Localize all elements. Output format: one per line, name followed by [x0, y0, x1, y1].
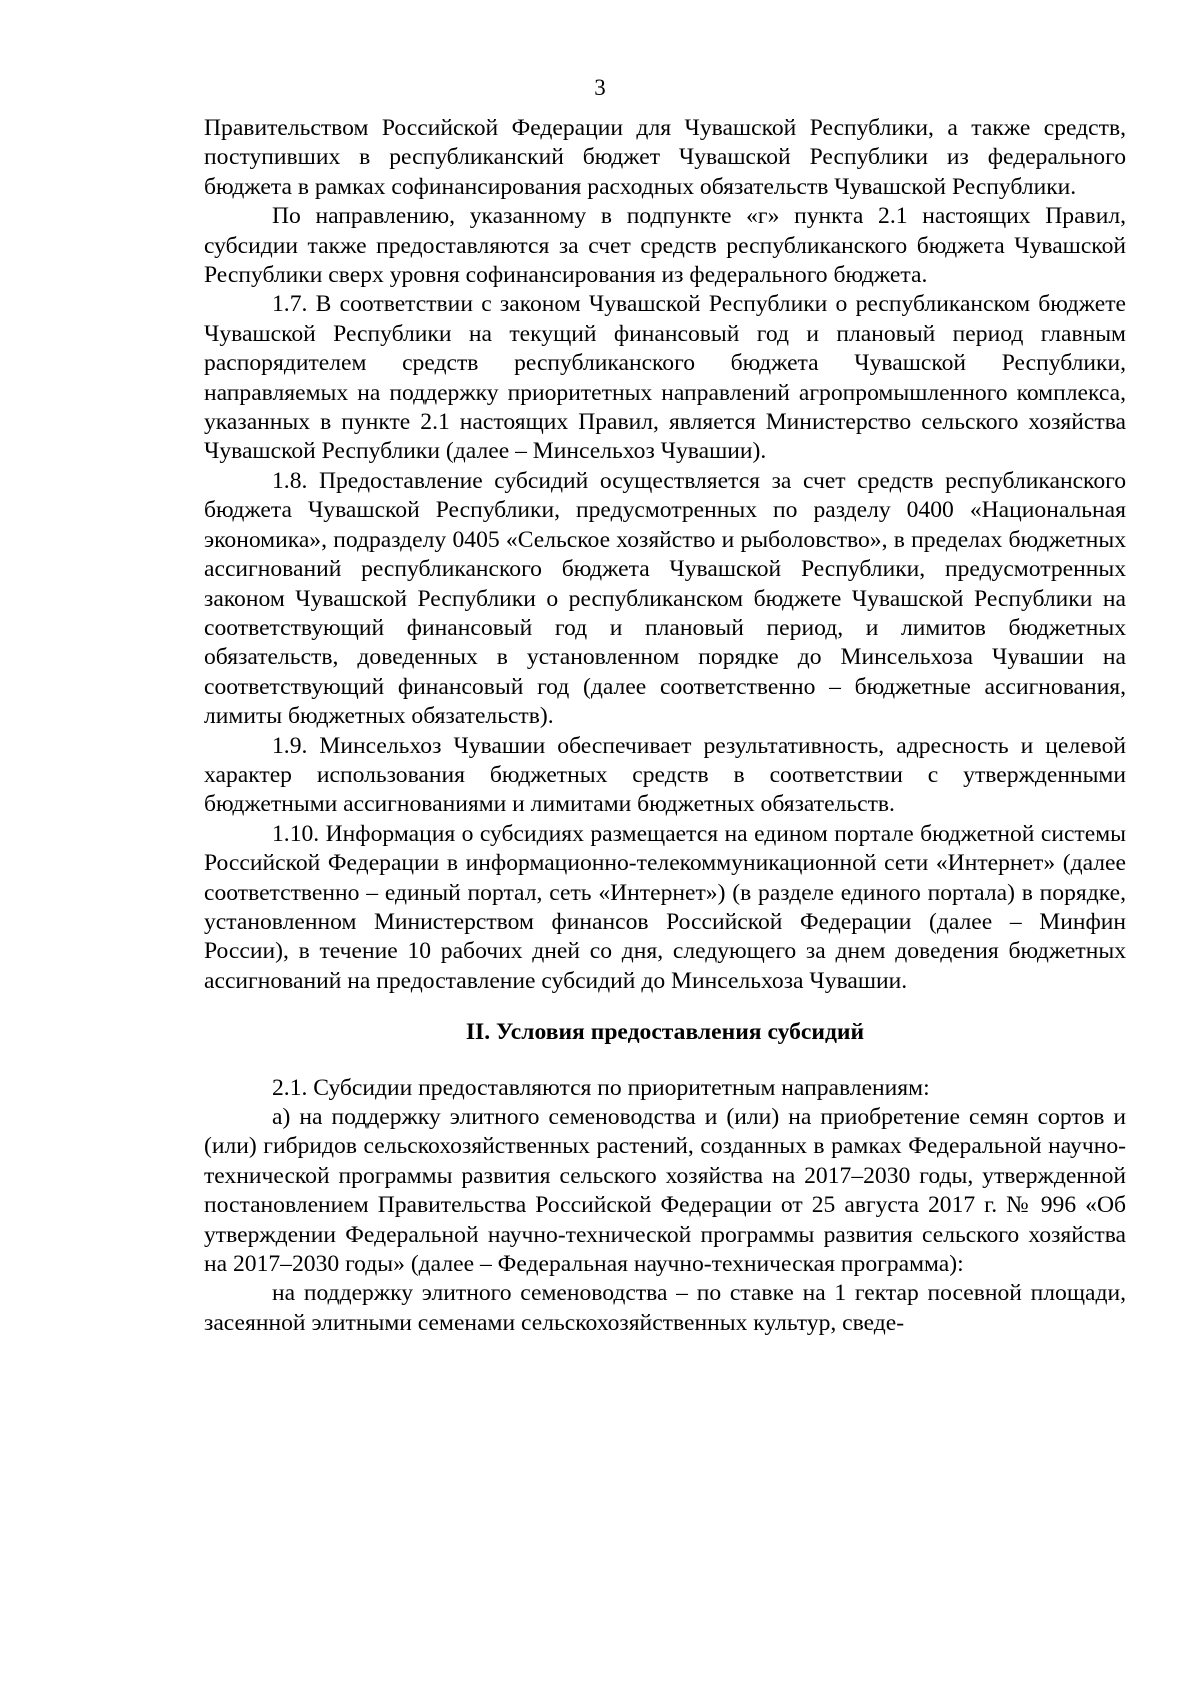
section-heading: II. Условия предоставления субсидий: [465, 1019, 865, 1046]
paragraph-2-1-a: а) на поддержку элитного семеноводства и (или) на приобретение семян сортов и (или) гибридов сельскохозяйственных растений, созданных в рамках Федеральной научно-технической программы развития сельского хозяйства на 2017–2030 годы, утвержденной постановлением Правительства Российской Федерации от 25 августа 2017 г. № 996 «Об утверждении Федеральной научно-технической программы развития сельского хозяйства на 2017–2030 годы» (далее – Федеральная научно-техническая программа):: [204, 1104, 1126, 1278]
paragraph-subparagraph-g: По направлению, указанному в подпункте «г» пункта 2.1 настоящих Правил, субсидии также предоставляются за счет средств республиканского бюджета Чувашской Республики сверх уровня софинансирования из федерального бюджета.: [204, 203, 1126, 289]
paragraph-1-8: 1.8. Предоставление субсидий осуществляется за счет средств республиканского бюджета Чувашской Республики, предусмотренных по разделу 0400 «Национальная экономика», подразделу 0405 «Сельское хозяйство и рыболовство», в пределах бюджетных ассигнований республиканского бюджета Чувашской Республики, предусмотренных законом Чувашской Республики о республиканском бюджете Чувашской Республики на соответствующий финансовый год и плановый период, и лимитов бюджетных обязательств, доведенных в установленном порядке до Минсельхоза Чувашии на соответствующий финансовый год (далее соответственно – бюджетные ассигнования, лимиты бюджетных обязательств).: [204, 467, 1126, 730]
paragraph-1-9: 1.9. Минсельхоз Чувашии обеспечивает результативность, адресность и целевой характер использования бюджетных средств в соответствии с утвержденными бюджетными ассигнованиями и лимитами бюджетных обязательств.: [204, 732, 1126, 818]
paragraph-1-7: 1.7. В соответствии с законом Чувашской Республики о республиканском бюджете Чувашской Республики на текущий финансовый год и плановый период главным распорядителем средств республиканского бюджета Чувашской Республики, направляемых на поддержку приоритетных направлений агропромышленного комплекса, указанных в пункте 2.1 настоящих Правил, является Министерство сельского хозяйства Чувашской Республики (далее – Минсельхоз Чувашии).: [204, 291, 1126, 465]
document-body: [204, 114, 1126, 1338]
paragraph-1-10: 1.10. Информация о субсидиях размещается на едином портале бюджетной системы Российской Федерации в информационно-телекоммуникационной сети «Интернет» (далее соответственно – единый портал, сеть «Интернет») (в разделе единого портала) в порядке, установленном Министерством финансов Российской Федерации (далее – Минфин России), в течение 10 рабочих дней со дня, следующего за днем доведения бюджетных ассигнований на предоставление субсидий до Минсельхоза Чувашии.: [204, 820, 1126, 994]
paragraph-2-1: 2.1. Субсидии предоставляются по приоритетным направлениям:: [272, 1074, 930, 1101]
page-number: 3: [594, 75, 606, 100]
paragraph-continuation: Правительством Российской Федерации для Чувашской Республики, а также средств, поступивших в республиканский бюджет Чувашской Республики из федерального бюджета в рамках софинансирования расходных обязательств Чувашской Республики.: [204, 115, 1126, 200]
paragraph-elite-seed-support: на поддержку элитного семеноводства – по ставке на 1 гектар посевной площади, засеянной элитными семенами сельскохозяйственных культур, сведе-: [204, 1280, 1126, 1336]
